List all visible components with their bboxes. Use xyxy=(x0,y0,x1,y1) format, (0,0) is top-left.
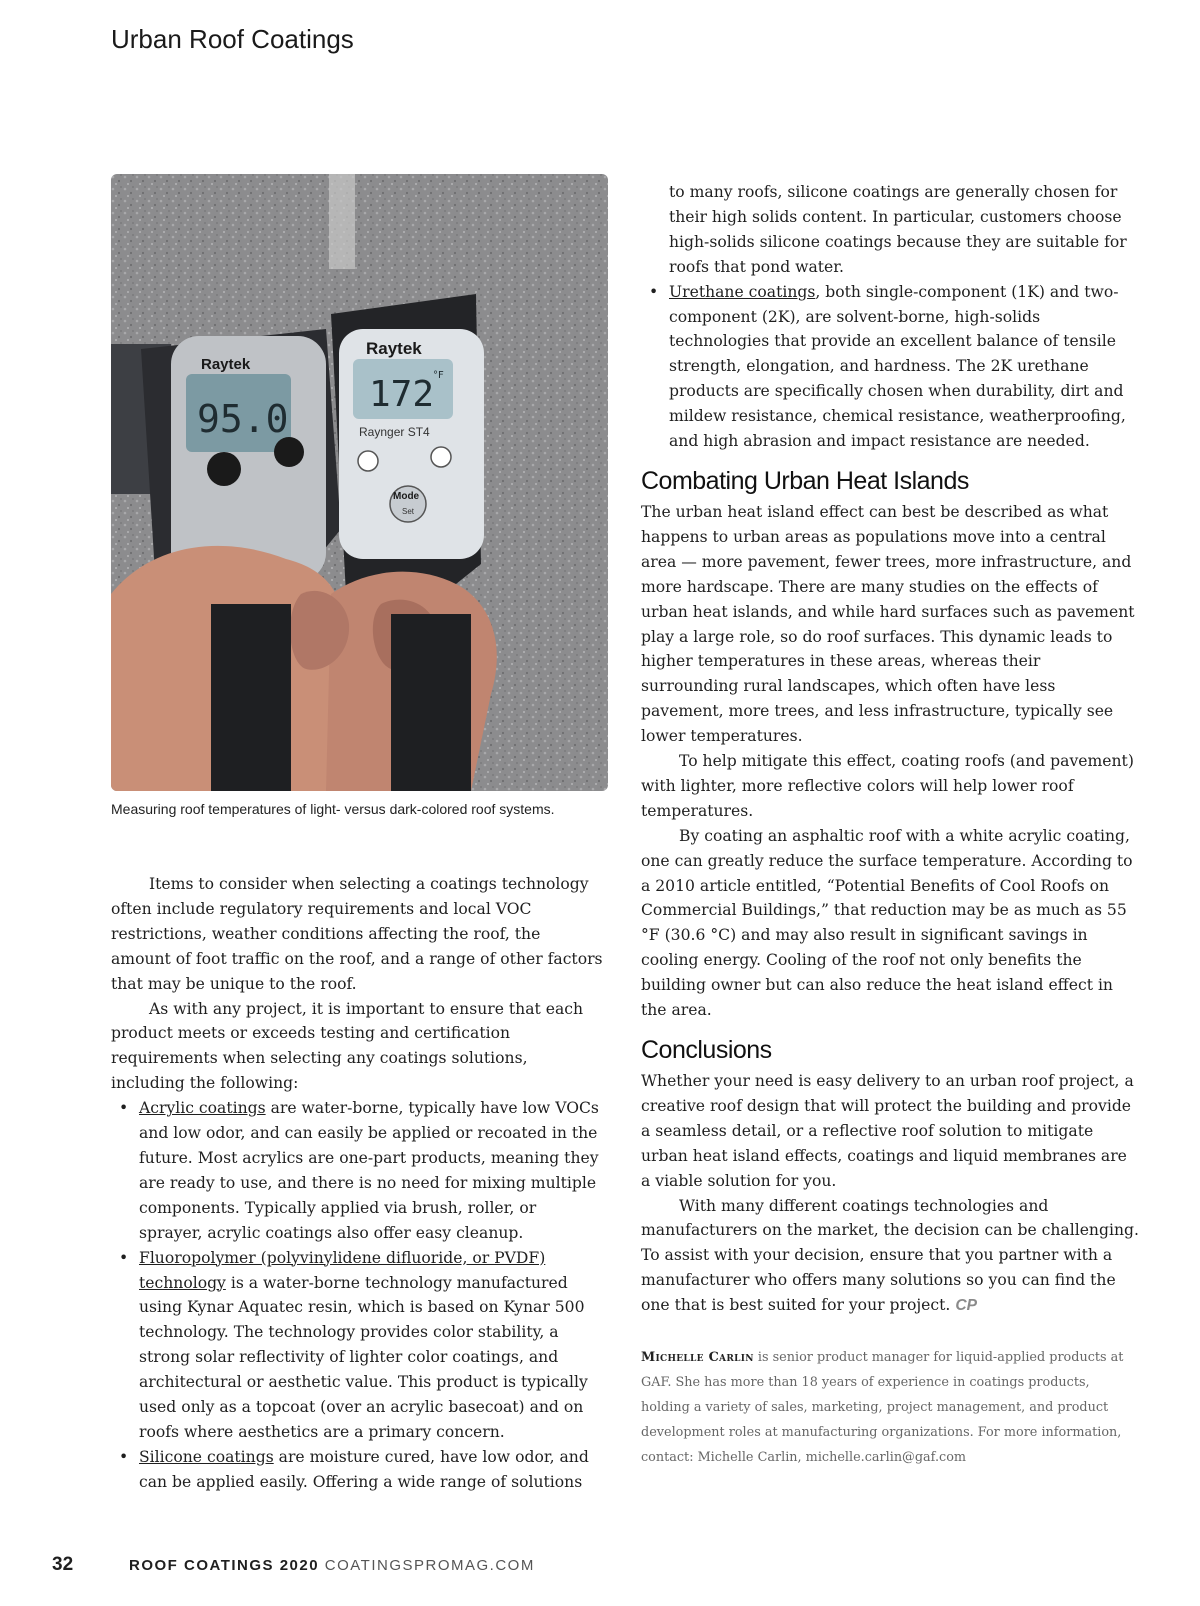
bullet-list xyxy=(641,280,1139,454)
list-item-text: , both single-component (1K) and two-component (2K), are solvent-borne, high-solids technologies that provide an excellent balance of tensile strength, elongation, and hardness. The 2K urethane products are specifically chosen when durability, dirt and mildew resistance, chemical resistance, weatherproofing, and high abrasion and impact resistance are needed. xyxy=(669,282,1126,451)
running-head: Urban Roof Coatings xyxy=(111,24,354,54)
footer-magazine xyxy=(129,1557,535,1574)
author-bio-text: is senior product manager for liquid-applied products at GAF. She has more than 18 years of experience in coatings products, holding a variety of sales, marketing, project management, and product development roles at manufacturing organizations. For more information, contact: Michelle Carlin, michelle.carlin@gaf.com xyxy=(641,1350,1124,1466)
right-meter-set: Set xyxy=(402,507,415,516)
list-item-continuation: to many roofs, silicone coatings are generally chosen for their high solids content. In particular, customers choose high-solids silicone coatings because they are suitable for roofs that pond water. xyxy=(669,183,1127,276)
figure-caption: Measuring roof temperatures of light- versus dark-colored roof systems. xyxy=(111,801,555,817)
bullet-icon: • xyxy=(119,1447,129,1466)
right-meter-mode: Mode xyxy=(393,491,420,502)
section-heading: Combating Urban Heat Islands xyxy=(641,466,969,495)
list-item-text: is a water-borne technology manufactured using Kynar Aquatec resin, which is based on Kynar 500 technology. The technology provides color stability, a strong solar reflectivity of lighter color coatings, and architectural or aesthetic value. This product is typically used only as a topcoat (over an acrylic basecoat) and on roofs where aesthetics are a primary concern. xyxy=(139,1273,588,1441)
bullet-icon: • xyxy=(119,1248,129,1267)
bullet-list xyxy=(111,1096,603,1495)
list-item-term: Acrylic coatings xyxy=(139,1099,266,1118)
paragraph: As with any project, it is important to ensure that each product meets or exceeds testing and certification requirements when selecting any coatings solutions, including the following: xyxy=(111,999,584,1093)
paragraph: Items to consider when selecting a coatings technology often include regulatory requirements and local VOC restrictions, weather conditions affecting the roof, the amount of foot traffic on the roof, and a range of other factors that may be unique to the roof. xyxy=(111,875,603,993)
paragraph xyxy=(641,1194,1139,1320)
right-meter-brand: Raytek xyxy=(366,339,422,358)
magazine-title: ROOF COATINGS 2020 xyxy=(129,1557,320,1574)
right-meter-unit: °F xyxy=(433,370,444,381)
list-item-text: are water-borne, typically have low VOCs and low odor, and can easily be applied or recoated in the future. Most acrylics are one-part products, meaning they are ready to use, and there is no need for mixing multiple components. Typically applied via brush, roller, or sprayer, acrylic coatings also offer easy cleanup. xyxy=(139,1099,599,1242)
right-column xyxy=(641,180,1139,1470)
list-item xyxy=(111,1246,603,1445)
paragraph: To help mitigate this effect, coating roofs (and pavement) with lighter, more reflective colors will help lower roof temperatures. xyxy=(641,752,1134,820)
author-bio xyxy=(641,1345,1139,1470)
section-heading: Conclusions xyxy=(641,1036,772,1064)
paragraph: By coating an asphaltic roof with a white acrylic coating, one can greatly reduce the surface temperature. According to a 2010 article entitled, “Potential Benefits of Cool Roofs on Commercial Buildings,” that reduction may be as much as 55 °F (30.6 °C) and may also result in significant savings in cooling energy. Cooling of the roof not only benefits the building owner but can also reduce the heat island effect in the area. xyxy=(641,826,1133,1020)
author-name: Michelle Carlin xyxy=(641,1350,754,1366)
list-item-text: are moisture cured, have low odor, and can be applied easily. Offering a wide range of solutions xyxy=(139,1447,589,1491)
left-meter-brand: Raytek xyxy=(201,356,251,373)
magazine-site: COATINGSPROMAG.COM xyxy=(324,1557,535,1574)
left-meter-reading: 95.0 xyxy=(197,397,289,441)
paragraph: Whether your need is easy delivery to an urban roof project, a creative roof design that will protect the building and provide a seamless detail, or a reflective roof solution to mitigate urban heat island effects, coatings and liquid membranes are a viable solution for you. xyxy=(641,1072,1134,1190)
end-mark: CP xyxy=(955,1297,978,1315)
left-column xyxy=(111,872,603,1495)
paragraph-text: With many different coatings technologies and manufacturers on the market, the decision can be challenging. To assist with your decision, ensure that you partner with a manufacturer who offers many solutions so you can find the one that is best suited for your project. xyxy=(641,1196,1139,1315)
list-item-term: Fluoropolymer (polyvinylidene difluoride, or PVDF) technology xyxy=(139,1248,546,1292)
right-meter-model: Raynger ST4 xyxy=(359,425,430,439)
list-item-term: Urethane coatings xyxy=(669,282,816,301)
list-item xyxy=(111,1096,603,1245)
list-item xyxy=(111,1445,603,1495)
paragraph: The urban heat island effect can best be described as what happens to urban areas as populations move into a central area — more pavement, fewer trees, more infrastructure, and more hardscape. There are many studies on the effects of urban heat islands, and while hard surfaces such as pavement play a large role, so do roof surfaces. This dynamic leads to higher temperatures in these areas, whereas their surrounding rural landscapes, which often have less pavement, more trees, and less infrastructure, typically see lower temperatures. xyxy=(641,502,1135,746)
list-item-term: Silicone coatings xyxy=(139,1447,274,1466)
list-item xyxy=(641,280,1139,454)
right-meter xyxy=(331,294,484,604)
figure-photo xyxy=(111,174,608,791)
page-number: 32 xyxy=(52,1554,74,1575)
bullet-icon: • xyxy=(119,1099,129,1118)
bullet-icon: • xyxy=(649,282,659,301)
right-meter-reading: 172 xyxy=(369,374,435,415)
